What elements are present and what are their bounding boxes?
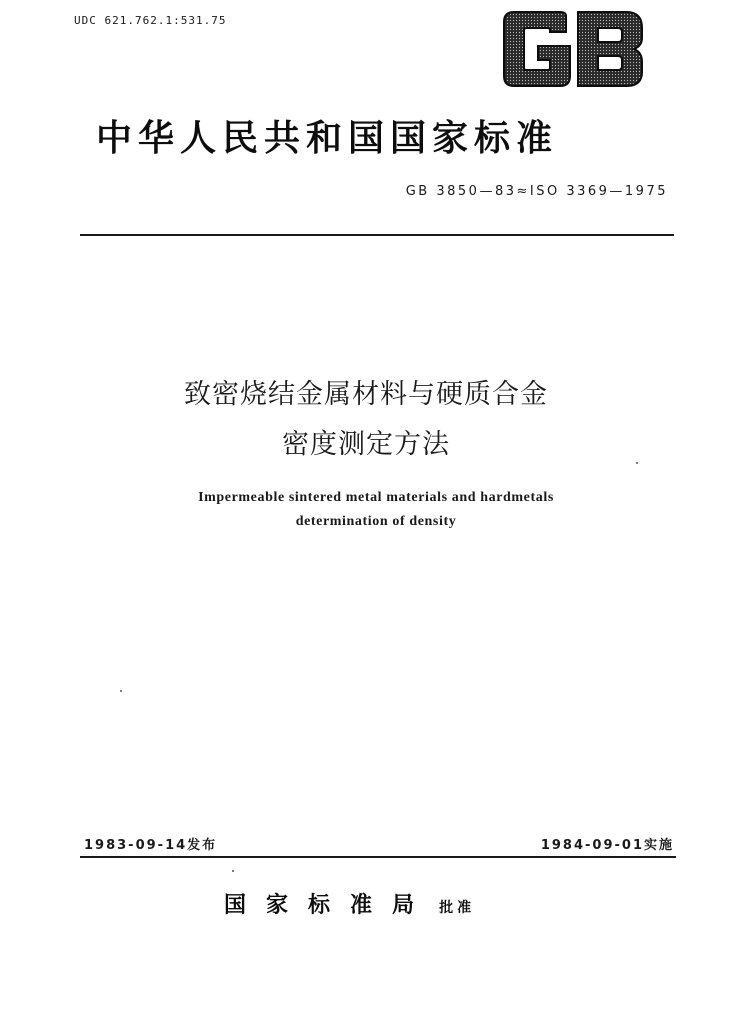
top-divider [80,234,674,236]
bottom-divider [80,856,676,858]
english-title-line-2: determination of density [295,514,457,529]
approval-mark: 批准 [439,900,476,916]
scan-speck [636,462,638,464]
gb-logo [500,10,646,90]
scan-speck [232,870,234,872]
english-title-line-1: Impermeable sintered metal materials and hardmetals [198,490,554,505]
implementation-date: 1984-09-01实施 [540,838,674,853]
standard-number: GB 3850—83≈ISO 3369—1975 [405,184,668,199]
issuing-authority: 国家标准局 [224,893,435,918]
issue-date: 1983-09-14发布 [84,838,218,853]
chinese-title-line-2: 密度测定方法 [282,429,450,460]
scan-speck [120,690,122,692]
approval-line [224,888,475,919]
national-standard-title: 中华人民共和国国家标准 [96,118,559,159]
chinese-title-line-1: 致密烧结金属材料与硬质合金 [184,379,548,410]
udc-code: UDC 621.762.1:531.75 [74,14,227,27]
